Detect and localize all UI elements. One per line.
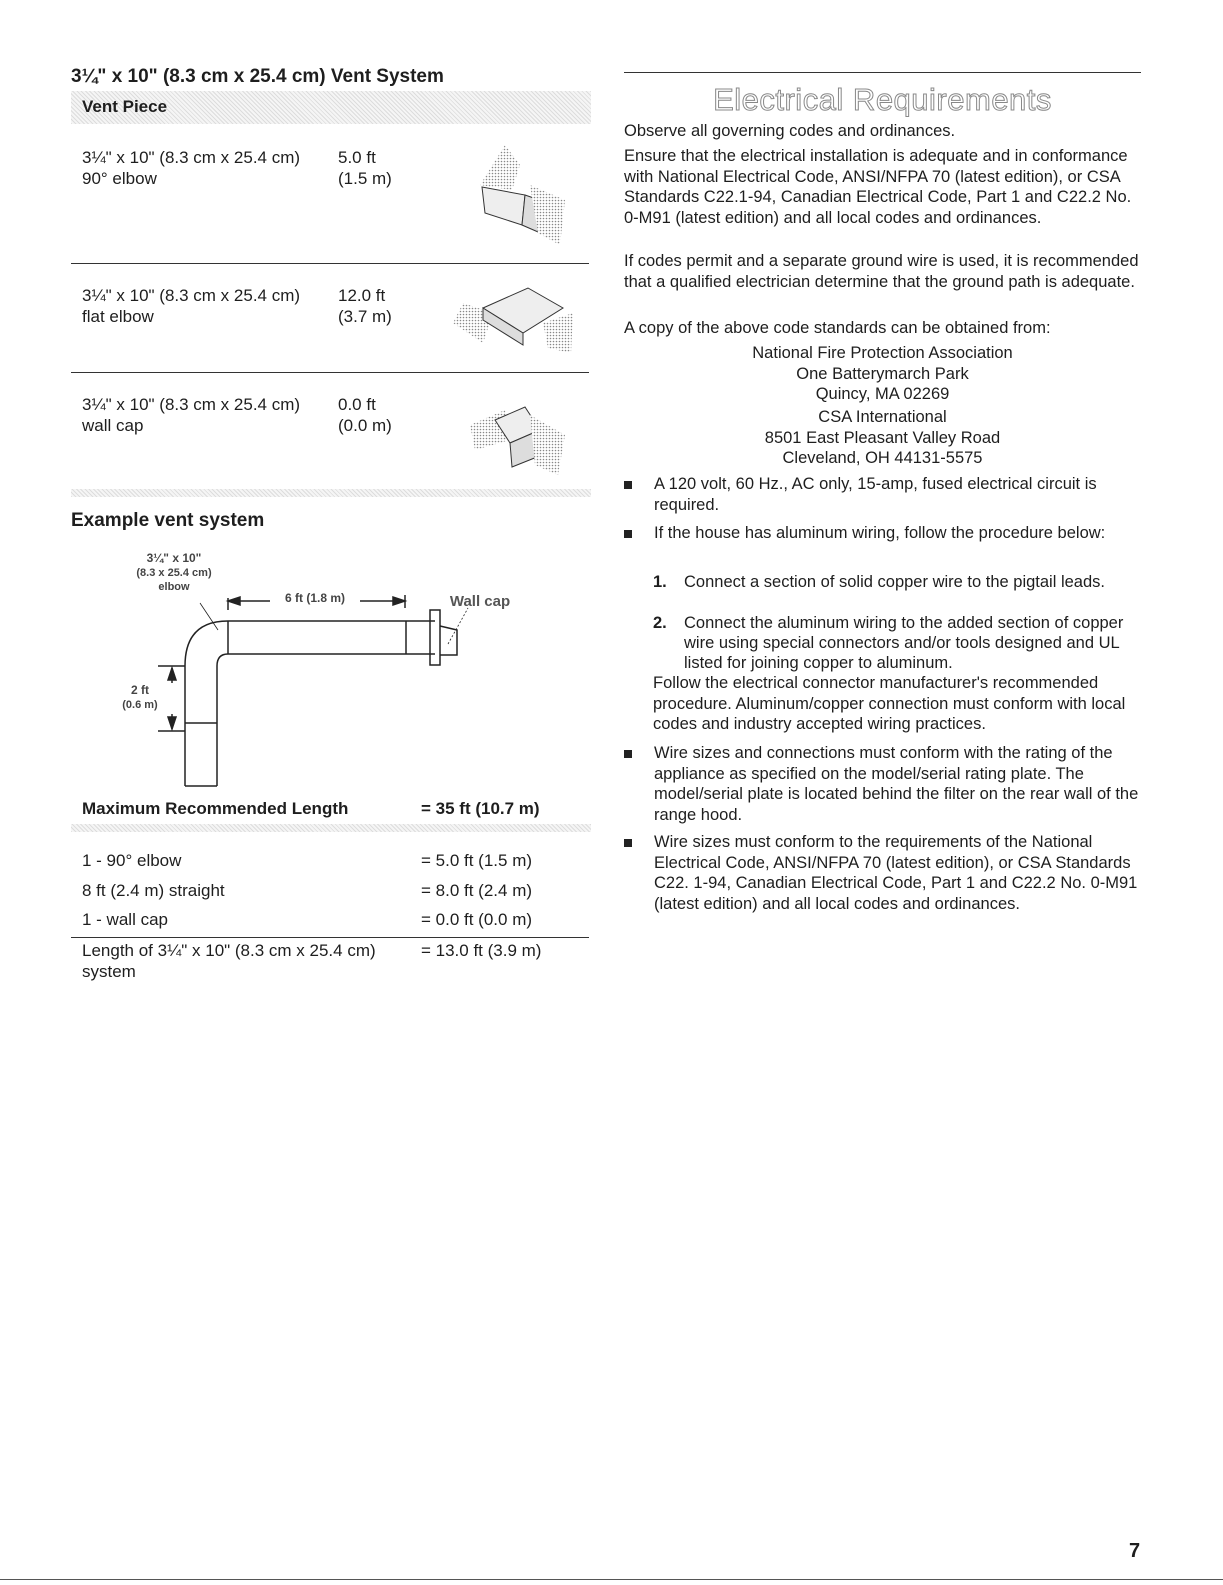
piece-ft: 5.0 ft xyxy=(338,148,376,167)
bullet-text: Wire sizes and connections must conform with the rating of the appliance as specified on the model/serial rating plate. The model/serial plate is located behind the filter on the rear wall of the range hood. xyxy=(654,744,1139,824)
piece-type: wall cap xyxy=(82,416,144,435)
vent-system-title: 3¼" x 10" (8.3 cm x 25.4 cm) Vent System xyxy=(71,66,444,87)
calc-divider-bar xyxy=(71,824,591,832)
max-length-value: = 35 ft (10.7 m) xyxy=(421,799,540,818)
calc-value: = 8.0 ft (2.4 m) xyxy=(421,881,533,900)
vent-piece-row xyxy=(82,147,392,189)
elbow-label-type: elbow xyxy=(158,581,190,593)
bullet-text: If the house has aluminum wiring, follow the procedure below: xyxy=(654,524,1106,542)
piece-size: 3¼" x 10" (8.3 cm x 25.4 cm) xyxy=(82,286,301,305)
piece-m: (1.5 m) xyxy=(338,169,392,188)
elbow-label-metric: (8.3 x 25.4 cm) xyxy=(136,567,212,579)
calc-item: 1 - wall cap xyxy=(82,910,168,929)
row-divider xyxy=(71,263,589,264)
calc-value: = 0.0 ft (0.0 m) xyxy=(421,910,533,929)
calc-item: 8 ft (2.4 m) straight xyxy=(82,881,225,900)
piece-m: (0.0 m) xyxy=(338,416,392,435)
address-line: CSA International xyxy=(818,408,947,426)
bullet-square-icon xyxy=(624,750,632,758)
piece-type: flat elbow xyxy=(82,307,154,326)
page-bottom-rule xyxy=(0,1579,1223,1580)
piece-ft: 0.0 ft xyxy=(338,395,376,414)
total-label-line2: system xyxy=(82,962,136,981)
total-value: = 13.0 ft (3.9 m) xyxy=(421,941,542,960)
piece-ft: 12.0 ft xyxy=(338,286,386,305)
paragraph-copy: A copy of the above code standards can be obtained from: xyxy=(624,319,1051,337)
piece-m: (3.7 m) xyxy=(338,307,392,326)
vertical-length-label-m: (0.6 m) xyxy=(122,699,158,711)
flat-elbow-image xyxy=(453,283,573,353)
vent-piece-row xyxy=(82,394,392,436)
max-length-label: Maximum Recommended Length xyxy=(82,799,349,818)
piece-type: 90° elbow xyxy=(82,169,157,188)
example-vent-title: Example vent system xyxy=(71,510,265,531)
address-csa xyxy=(624,407,1141,469)
calc-row xyxy=(82,909,533,930)
calc-value: = 5.0 ft (1.5 m) xyxy=(421,851,533,870)
step-number: 2. xyxy=(653,614,667,632)
bullet-square-icon xyxy=(624,839,632,847)
calc-row xyxy=(82,850,533,871)
total-row xyxy=(82,940,542,982)
calc-item: 1 - 90° elbow xyxy=(82,851,182,870)
electrical-requirements-heading: Electrical Requirements xyxy=(713,82,1052,117)
address-line: One Batterymarch Park xyxy=(796,364,969,383)
bullet-square-icon xyxy=(624,481,632,489)
address-line: 8501 East Pleasant Valley Road xyxy=(764,428,1001,447)
piece-size: 3¼" x 10" (8.3 cm x 25.4 cm) xyxy=(82,148,301,167)
elbow-label-size: 3¼" x 10" xyxy=(146,551,202,565)
vertical-length-label-ft: 2 ft xyxy=(131,683,149,697)
total-divider xyxy=(71,937,589,938)
wall-cap-image xyxy=(470,395,570,475)
page-number: 7 xyxy=(1129,1540,1141,1562)
paragraph-ground: If codes permit and a separate ground wire is used, it is recommended that a qualified electrician determine that the ground path is adequate. xyxy=(624,252,1139,291)
piece-size: 3¼" x 10" (8.3 cm x 25.4 cm) xyxy=(82,395,301,414)
right-top-rule xyxy=(624,72,1141,73)
address-line: National Fire Protection Association xyxy=(752,344,1013,362)
row-divider xyxy=(71,372,589,373)
wall-cap-label: Wall cap xyxy=(449,593,511,610)
calc-row xyxy=(82,880,533,901)
paragraph-codes: Observe all governing codes and ordinances. xyxy=(624,122,956,140)
section-divider-bar xyxy=(71,489,591,497)
vent-piece-row xyxy=(82,285,392,327)
step-text: Connect the aluminum wiring to the added section of copper wire using special connectors and/or tools designed and UL listed for joining copper to aluminum. xyxy=(684,614,1124,672)
address-line: Cleveland, OH 44131-5575 xyxy=(782,449,983,467)
vent-piece-label: Vent Piece xyxy=(82,97,168,116)
90-degree-elbow-image xyxy=(470,145,570,245)
total-label-line1: Length of 3¼" x 10" (8.3 cm x 25.4 cm) xyxy=(82,941,376,960)
paragraph-installation: Ensure that the electrical installation is adequate and in conformance with National Electrical Code, ANSI/NFPA 70 (latest edition), or CSA Standards C22.1-94, Canadian Electrical Code, Part 1 and C22.2 No. 0-M91 (latest edition) and all local codes and ordinances. xyxy=(624,147,1132,227)
step-number: 1. xyxy=(653,573,667,591)
step-text: Connect a section of solid copper wire to the pigtail leads. xyxy=(684,573,1105,591)
bullet-square-icon xyxy=(624,530,632,538)
address-nfpa xyxy=(624,343,1141,405)
bullet-text: A 120 volt, 60 Hz., AC only, 15-amp, fused electrical circuit is required. xyxy=(654,475,1097,514)
bullet-text: Wire sizes must conform to the requirements of the National Electrical Code, ANSI/NFPA 70 (latest edition), or CSA Standards C22. 1-94, Canadian Electrical Code, Part 1 and C22.2 No. 0-M91 (latest edition) and all local codes and ordinances. xyxy=(654,833,1138,913)
example-vent-diagram xyxy=(110,548,540,793)
paragraph-follow: Follow the electrical connector manufacturer's recommended procedure. Aluminum/copper connection must conform with local codes and industry accepted wiring practices. xyxy=(653,674,1126,733)
horizontal-length-label: 6 ft (1.8 m) xyxy=(284,591,346,605)
address-line: Quincy, MA 02269 xyxy=(815,385,950,403)
